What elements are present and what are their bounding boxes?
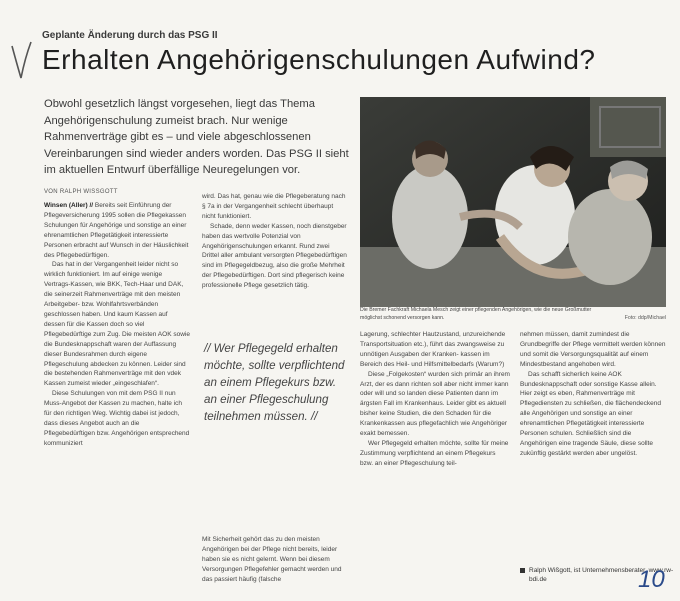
check-mark-icon — [9, 38, 33, 82]
photo-caption: Die Bremer Fachkraft Michaela Mesch zeigt einer pflegenden Angehörigen, wie die neue Großmutter möglichst schonend versorgen kann. — [360, 307, 592, 321]
intro-paragraph: Obwohl gesetzlich längst vorgesehen, liegt das Thema Angehörigenschulung zumeist brach. Nur wenige Rahmenverträge gibt es – und viele abgeschlossenen Vereinbarungen sind wieder anders worden. Das PSG II sieht im aktuellen Entwurf überfällige Neuregelungen vor. — [44, 98, 349, 177]
column-2-paragraph: Schade, denn weder Kassen, noch dienstgeber haben das wertvolle Potenzial von Angehörigenschulungen erkannt. Rund zwei Drittel aller ambulant versorgten Pflegebedürftigen sind im Pflegegeldbezug, also die große Mehrheit der Pflegebedürftigen. Dort sind pflegerisch keine professionelle Pflege gesetzlich tätig. — [202, 222, 347, 290]
article-column-2 — [202, 192, 348, 320]
kicker: Geplante Änderung durch das PSG II — [42, 30, 218, 41]
article-photo — [360, 97, 666, 307]
dateline: Winsen (Aller) // — [44, 202, 95, 209]
column-3-paragraph: Lagerung, schlechter Hautzustand, unzureichende Transportsituation etc.), führt das zwangsweise zu unnötigen Ausgaben der Kranken- kassen im Bereich des Heil- und Hilfsmittelbedarfs (Warum?) — [360, 331, 506, 368]
article-column-4 — [520, 330, 666, 560]
author-text: Ralph Wißgott, ist Unternehmensberater, www.rw-bdi.de — [529, 567, 674, 583]
article-column-1 — [44, 201, 190, 591]
column-2-paragraph: wird. Das hat, genau wie die Pflegeberatung nach § 7a in der Vergangenheit schlecht überhaupt nicht funktioniert. — [202, 193, 346, 220]
headline: Erhalten Angehörigenschulungen Aufwind? — [42, 44, 596, 75]
column-4-paragraph: Das schafft sicherlich keine AOK Bundesknappschaft oder sonstige Kasse allein. Hier zeigt es eben, Rahmenverträge mit Pflegediensten zu schließen, die flächendeckend alle Angehörigen und sonstige an einer ehrenamtlichen Pflegetätigkeit interessierte Personen schulen. Schließlich sind die Angehörigen eine tragende Säule, diese sollte zukünftig gestärkt werden aber ungelöst. — [520, 370, 661, 457]
article-column-2-continued — [202, 535, 348, 593]
column-1-paragraph: Winsen (Aller) // Bereits seit Einführung der Pflegeversicherung 1995 sollen die Pflegekassen Schulungen für Angehörige und sonstige an einer ehrenamtlichen Pflegetätigkeit interessierte Personen erbracht auf Wunsch in der Häuslichkeit des Pflegebedürftigen. — [44, 202, 189, 259]
column-1-paragraph: Das hat in der Vergangenheit leider nicht so wirklich funktioniert. Im auf einige wenige Vertrags-Kassen, wie BKK, Tech-Haar und DAK, die seinerzeit Rahmenverträge mit den meisten Arbeitgeber- bzw. Wohlfahrtsverbänden geschlossen haben. Und kaum Kassen auf dessen für die Kassen doch so viel Pflegebedürftige zum Zug. Die meisten AOK sowie die Bundesknappschaft waren der Auffassung dieser Bundesrahmen durch eigene Pflegeschulung abdecken zu können. Leider sind die bestehenden Rahmenverträge mit den vdek Kassen zumeist wieder „eingeschlafen“. — [44, 261, 190, 388]
column-2b-paragraph: Mit Sicherheit gehört das zu den meisten Angehörigen bei der Pflege nicht bereits, leider haben sie es nicht gelernt. Wenn bei diesem Versorgungen Pflegefehler gemacht werden und das passiert häufig (falsche — [202, 536, 342, 583]
column-1-paragraph: Diese Schulungen von mit dem PSG II nun Muss-Angebot der Kassen zu machen, halte ich für den richtigen Weg. Wichtig dabei ist jedoch, dass dieses Angebot auch an die Pflegebedürftigen bzw. Angehörigen entsprechend kommuniziert — [44, 390, 190, 447]
handwritten-page-number: 10 — [638, 566, 665, 593]
byline: VON RALPH WISSGOTT — [44, 189, 118, 195]
column-3-paragraph: Wer Pflegegeld erhalten möchte, sollte für meine Zustimmung verpflichtend an einem Pflegekurs bzw. an einer Pflegeschulung teil- — [360, 439, 509, 467]
article-column-3 — [360, 330, 510, 590]
column-4-paragraph: nehmen müssen, damit zumindest die Grundbegriffe der Pflege vermittelt werden können und somit die Versorgungsqualität auf einem Mindestbestand angehoben wird. — [520, 331, 666, 368]
photo-credit: Foto: ddp/Michael — [624, 315, 666, 321]
pull-quote: // Wer Pflegegeld erhalten möchte, sollte verpflichtend an einem Pflegekurs bzw. an einer Pflegeschulung teilnehmen müssen. // — [204, 342, 345, 423]
column-3-paragraph: Diese „Folgekosten“ wurden sich primär an ihrem Arzt, der es dann richten soll aber nicht immer kann oder will und so landen diese Patienten dann im ärgsten Fall im Krankenhaus. Leider gibt es aktuell bisher keine Studien, die den Schaden für die Krankenkassen aus pflegefachlich wie Angehöriger exakt bemessen. — [360, 370, 510, 438]
photo-illustration — [360, 97, 666, 307]
